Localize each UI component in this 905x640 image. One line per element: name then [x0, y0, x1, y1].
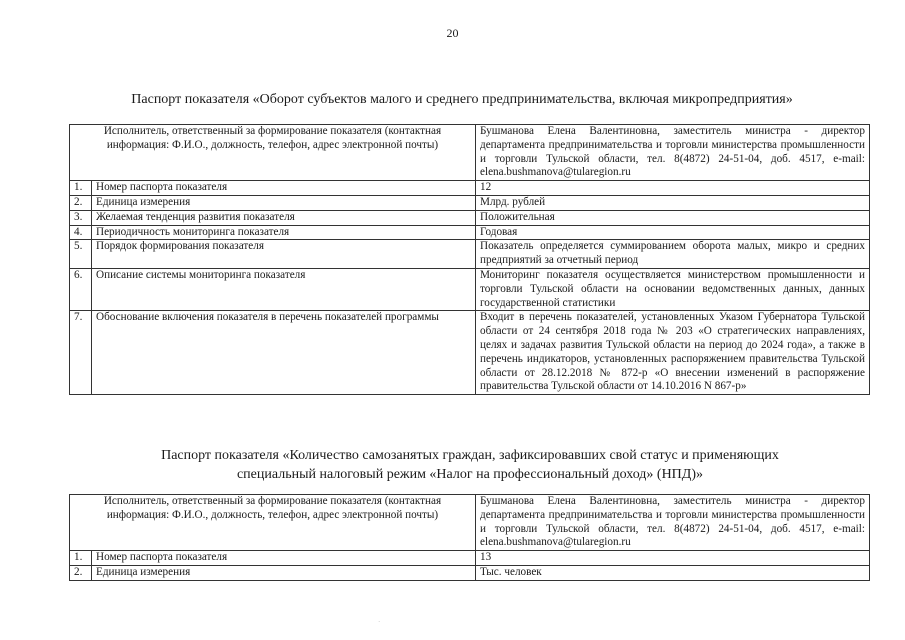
executor-label: Исполнитель, ответственный за формирование показателя (контактная информация: Ф.И.О., должность, телефон, адрес электронной почты) [70, 125, 476, 181]
row-number: 2. [70, 565, 92, 580]
row-value: Годовая [476, 225, 870, 240]
table-row [70, 268, 870, 310]
passport-title-line: специальный налоговый режим «Налог на профессиональный доход» (НПД)» [236, 467, 704, 482]
row-value: 12 [476, 181, 870, 196]
page-number: 20 [446, 26, 459, 40]
passport-title-line: Паспорт показателя «Количество самозанятых граждан, зафиксировавших свой статус и применяющих [161, 448, 779, 463]
row-label: Описание системы мониторинга показателя [92, 268, 476, 310]
row-label: Обоснование включения показателя в перечень показателей программы [92, 311, 476, 395]
row-number: 6. [70, 268, 92, 310]
row-value: Входит в перечень показателей, установленных Указом Губернатора Тульской области от 24 сентября 2018 года № 203 «О стратегических направлениях, целях и задачах развития Тульской области на период до 2024 года», а также в перечень индикаторов, установленных распоряжением правительства Тульской области от 28.12.2018 № 872-р «О внесении изменений в распоряжение правительства Тульской области от 14.10.2016 N 867-р» [476, 311, 870, 395]
passport-table [69, 494, 870, 581]
row-number: 4. [70, 225, 92, 240]
table-row [70, 565, 870, 580]
row-number: 5. [70, 240, 92, 269]
table-row [70, 225, 870, 240]
row-label: Единица измерения [92, 565, 476, 580]
table-row [70, 195, 870, 210]
row-number: 1. [70, 181, 92, 196]
passport-title: Паспорт показателя «Оборот субъектов малого и среднего предпринимательства, включая микропредприятия» [131, 92, 793, 107]
row-label: Периодичность мониторинга показателя [92, 225, 476, 240]
row-value: Показатель определяется суммированием оборота малых, микро и средних предприятий за отчетный период [476, 240, 870, 269]
executor-row [70, 125, 870, 181]
row-number: 1. [70, 551, 92, 566]
executor-value: Бушманова Елена Валентиновна, заместитель министра - директор департамента предпринимательства и торговли министерства промышленности и торговли Тульской области, тел. 8(4872) 24-51-04, доб. 4517, e-mail: elena.bushmanova@tularegion.ru [476, 125, 870, 181]
row-value: Мониторинг показателя осуществляется министерством промышленности и торговли Тульской области на основании ведомственных данных, данных государственной статистики [476, 268, 870, 310]
table-row [70, 551, 870, 566]
row-label: Номер паспорта показателя [92, 181, 476, 196]
table-row [70, 181, 870, 196]
row-label: Желаемая тенденция развития показателя [92, 210, 476, 225]
executor-value: Бушманова Елена Валентиновна, заместитель министра - директор департамента предпринимательства и торговли министерства промышленности и торговли Тульской области, тел. 8(4872) 24-51-04, доб. 4517, e-mail: elena.bushmanova@tularegion.ru [476, 495, 870, 551]
row-value: Тыс. человек [476, 565, 870, 580]
passport-table [69, 124, 870, 395]
row-label: Порядок формирования показателя [92, 240, 476, 269]
table-row [70, 210, 870, 225]
row-label: Номер паспорта показателя [92, 551, 476, 566]
row-value: 13 [476, 551, 870, 566]
row-label: Единица измерения [92, 195, 476, 210]
scan-speck: · [378, 618, 381, 626]
executor-row [70, 495, 870, 551]
row-number: 7. [70, 311, 92, 395]
executor-label: Исполнитель, ответственный за формирование показателя (контактная информация: Ф.И.О., должность, телефон, адрес электронной почты) [70, 495, 476, 551]
table-row [70, 240, 870, 269]
passport-title [60, 446, 880, 484]
table-row [70, 311, 870, 395]
row-number: 3. [70, 210, 92, 225]
row-value: Млрд. рублей [476, 195, 870, 210]
row-number: 2. [70, 195, 92, 210]
row-value: Положительная [476, 210, 870, 225]
